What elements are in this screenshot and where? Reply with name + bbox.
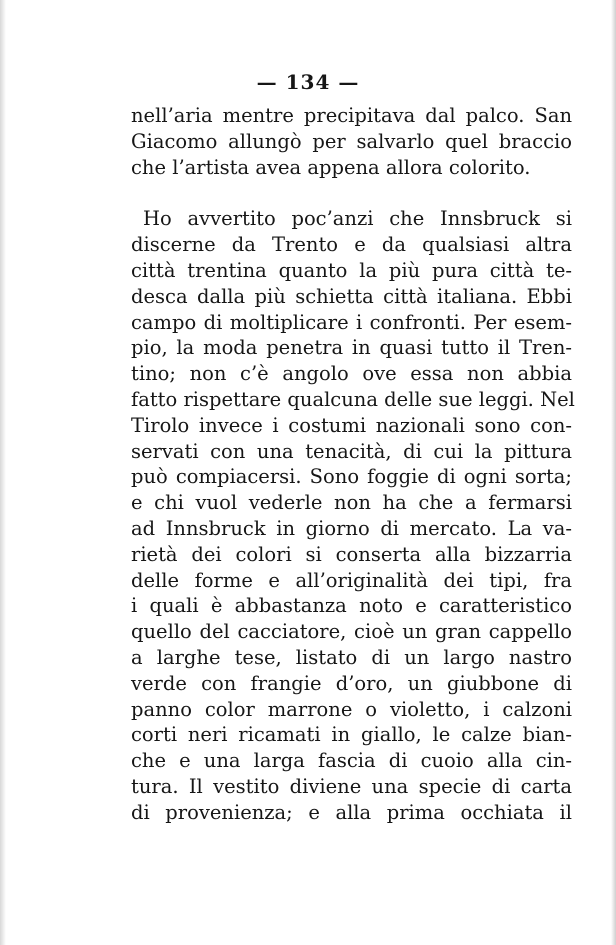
text-line: e chi vuol vederle non ha che a fermarsi bbox=[131, 491, 572, 515]
text-line: delle forme e all’originalità dei tipi, fra bbox=[131, 568, 572, 592]
text-line: può compiacersi. Sono foggie di ogni sorta; bbox=[131, 465, 572, 489]
text-line: ad Innsbruck in giorno di mercato. La va- bbox=[131, 516, 572, 540]
body-text bbox=[131, 103, 575, 826]
paragraph-2 bbox=[131, 206, 575, 825]
page-edge-right bbox=[611, 0, 616, 945]
text-line: che e una larga fascia di cuoio alla cin- bbox=[131, 749, 572, 773]
page-edge-left bbox=[0, 0, 6, 945]
text-line: discerne da Trento e da qualsiasi altra bbox=[131, 233, 572, 257]
text-line: pio, la moda penetra in quasi tutto il Tren- bbox=[131, 336, 572, 360]
text-line: corti neri ricamati in giallo, le calze bian- bbox=[131, 723, 572, 747]
text-line: Giacomo allungò per salvarlo quel braccio bbox=[131, 129, 572, 153]
text-line: campo di moltiplicare i confronti. Per esem- bbox=[131, 310, 572, 334]
text-line: servati con una tenacità, di cui la pittura bbox=[131, 439, 572, 463]
text-line: tura. Il vestito diviene una specie di carta bbox=[131, 774, 572, 798]
text-line: che l’artista avea appena allora colorito. bbox=[131, 155, 531, 179]
text-line: panno color marrone o violetto, i calzoni bbox=[131, 697, 572, 721]
text-line: tino; non c’è angolo ove essa non abbia bbox=[131, 362, 572, 386]
text-line: Ho avvertito poc’anzi che Innsbruck si bbox=[143, 207, 572, 231]
paragraph-1 bbox=[131, 103, 572, 180]
text-line: fatto rispettare qualcuna delle sue leggi. Nel bbox=[131, 387, 575, 411]
text-line: nell’aria mentre precipitava dal palco. San bbox=[131, 104, 572, 127]
text-line: desca dalla più schietta città italiana. Ebbi bbox=[131, 284, 572, 308]
text-line: rietà dei colori si conserta alla bizzarria bbox=[131, 542, 572, 566]
page-number: — 134 — bbox=[256, 70, 360, 94]
text-line: Tirolo invece i costumi nazionali sono con- bbox=[131, 413, 572, 437]
paragraph-gap bbox=[131, 180, 572, 206]
text-line: quello del cacciatore, cioè un gran cappello bbox=[131, 620, 572, 644]
text-line: a larghe tese, listato di un largo nastro bbox=[131, 645, 572, 669]
text-line: verde con frangie d’oro, un giubbone di bbox=[131, 671, 572, 695]
text-line: città trentina quanto la più pura città te- bbox=[131, 258, 572, 282]
text-line: i quali è abbastanza noto e caratteristico bbox=[131, 594, 572, 618]
text-line: di provenienza; e alla prima occhiata il bbox=[131, 800, 572, 824]
